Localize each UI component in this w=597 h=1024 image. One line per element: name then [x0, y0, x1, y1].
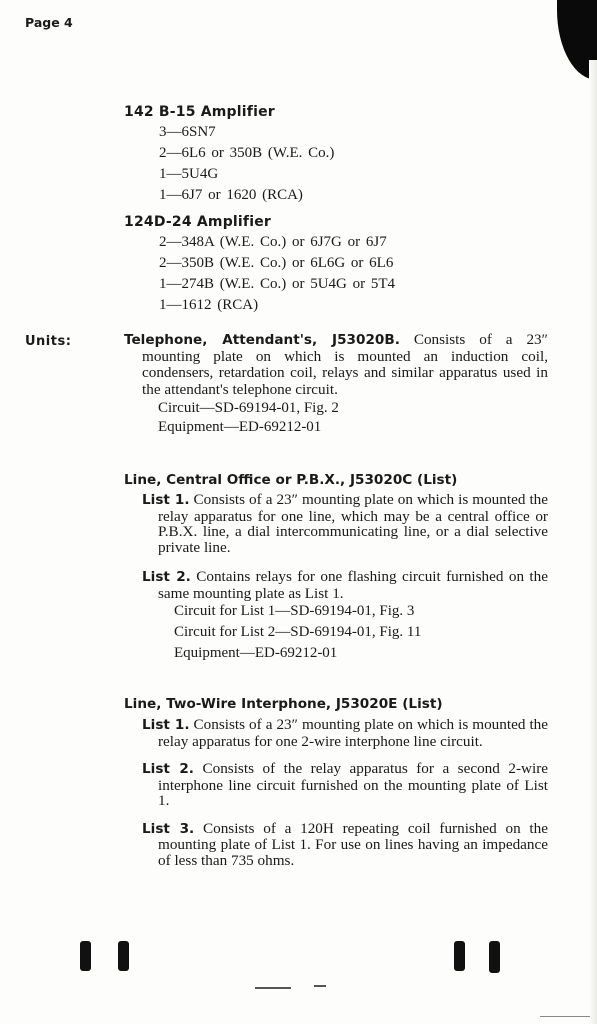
- unit-title: Line, Central Office or P.B.X., J53020C (List): [124, 472, 458, 488]
- circuit-reference: Circuit for List 2—SD-69194-01, Fig. 11: [174, 624, 422, 640]
- list-label: List 2.: [142, 761, 194, 777]
- list-2-description: [124, 761, 548, 809]
- unit-line-central-office: [124, 470, 548, 664]
- binding-mark: [454, 941, 465, 971]
- amplifier-block-124d24: [124, 212, 395, 316]
- list-label: List 1.: [142, 717, 190, 733]
- unit-description: [124, 332, 548, 398]
- list-1-description: [124, 492, 548, 555]
- tube-line: 1—5U4G: [159, 166, 219, 182]
- unit-telephone-attendant: [124, 332, 548, 438]
- amplifier-title: 142 B-15 Amplifier: [124, 104, 275, 120]
- list-label: List 1.: [142, 492, 190, 508]
- tube-line: 1—274B (W.E. Co.) or 5U4G or 5T4: [159, 276, 396, 292]
- binding-mark: [80, 941, 91, 971]
- list-text: Consists of the relay apparatus for a second 2-wire interphone line circuit furnished on the mounting plate of List 1.: [158, 760, 548, 809]
- list-text: Consists of a 23″ mounting plate on which is mounted the relay apparatus for one 2-wire interphone line circuit.: [158, 716, 548, 750]
- scan-artifact-line: [314, 985, 326, 987]
- list-label: List 2.: [142, 569, 191, 585]
- unit-title: Telephone, Attendant's, J53020B.: [124, 332, 400, 348]
- tube-line: 1—1612 (RCA): [159, 297, 259, 313]
- list-label: List 3.: [142, 820, 195, 837]
- tube-line: 2—350B (W.E. Co.) or 6L6G or 6L6: [159, 255, 394, 271]
- circuit-reference: Circuit—SD-69194-01, Fig. 2: [158, 400, 339, 417]
- circuit-reference: Circuit for List 1—SD-69194-01, Fig. 3: [174, 603, 415, 619]
- list-text: Consists of a 120H repeating coil furnished on the mounting plate of List 1. For use on lines having an impedance of less than 735 ohms.: [158, 819, 548, 869]
- amplifier-block-142b15: [124, 102, 334, 206]
- binding-mark: [489, 941, 500, 973]
- page-edge-shadow: [589, 60, 597, 1024]
- unit-title: Line, Two-Wire Interphone, J53020E (List): [124, 696, 443, 712]
- list-3-description: [124, 821, 548, 869]
- tube-line: 2—348A (W.E. Co.) or 6J7G or 6J7: [159, 234, 387, 250]
- unit-text: Consists of a 23″ mounting plate on which is mounted an induction coil, condensers, retardation coil, relays and similar apparatus used in the attendant's telephone circuit.: [142, 331, 548, 398]
- unit-line-interphone: [124, 694, 548, 868]
- page-number: Page 4: [25, 15, 73, 30]
- list-text: Contains relays for one flashing circuit furnished on the same mounting plate as List 1.: [158, 568, 548, 602]
- scan-artifact-line: [540, 1016, 590, 1017]
- tube-line: 1—6J7 or 1620 (RCA): [159, 187, 303, 203]
- list-1-description: [124, 717, 548, 749]
- amplifier-title: 124D-24 Amplifier: [124, 214, 272, 230]
- tube-line: 3—6SN7: [159, 124, 216, 140]
- list-text: Consists of a 23″ mounting plate on which is mounted the relay apparatus for one line, which may be a central office or P.B.X. line, a dial intercommunicating line, or a dial selective private line.: [158, 491, 548, 556]
- list-2-description: [124, 569, 548, 601]
- equipment-reference: Equipment—ED-69212-01: [158, 419, 322, 436]
- units-label: Units:: [25, 334, 72, 349]
- tube-line: 2—6L6 or 350B (W.E. Co.): [159, 145, 335, 161]
- equipment-reference: Equipment—ED-69212-01: [174, 645, 338, 661]
- binding-mark: [118, 941, 129, 971]
- scan-artifact-line: [255, 987, 291, 989]
